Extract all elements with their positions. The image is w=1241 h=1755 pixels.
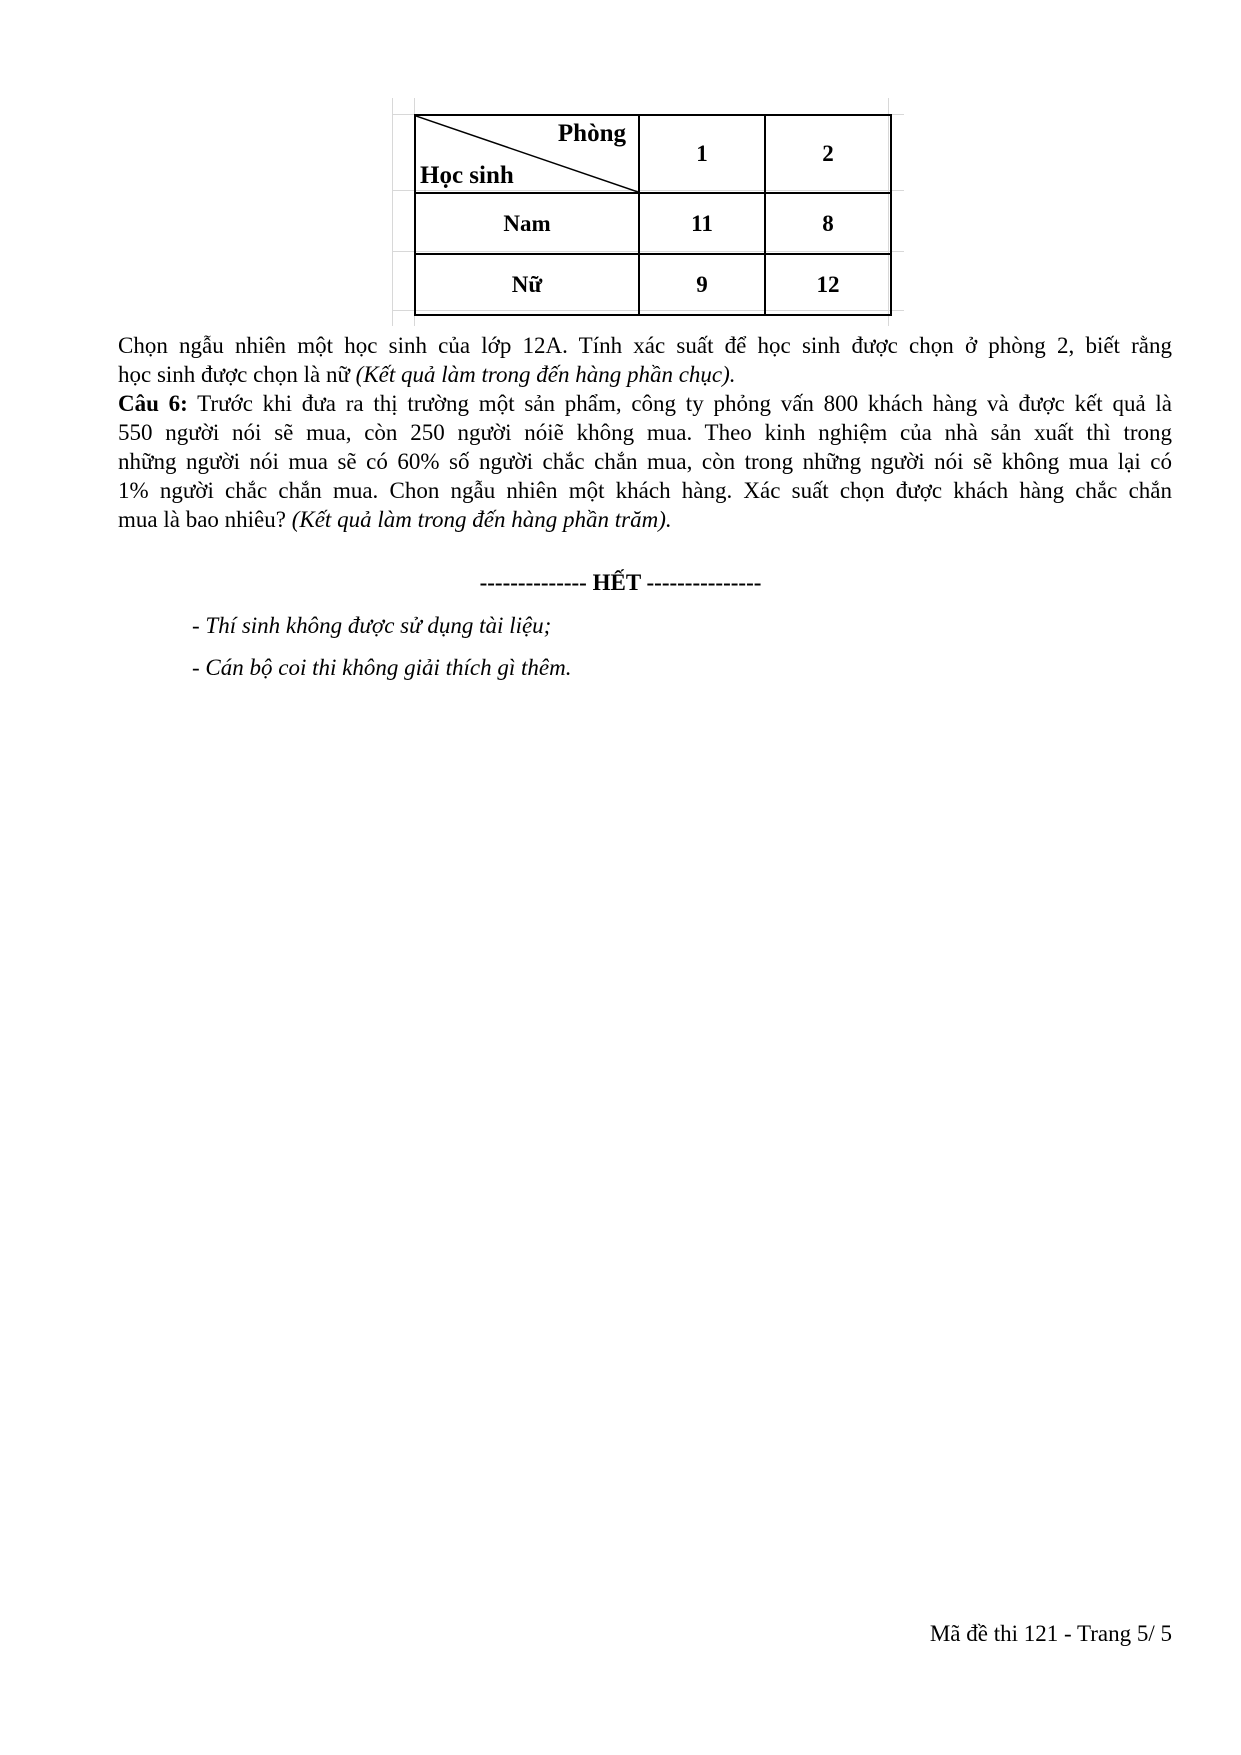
table-cell: 8 — [765, 193, 891, 254]
table-cell: 9 — [639, 254, 765, 315]
table-corner-cell — [415, 115, 639, 193]
table-row — [415, 193, 891, 254]
room-gender-table — [414, 114, 892, 316]
page-footer: Mã đề thi 121 - Trang 5/ 5 — [929, 1621, 1172, 1646]
row-label-nu: Nữ — [415, 254, 639, 315]
question-6-text — [118, 389, 1172, 534]
note-no-explanation: - Cán bộ coi thi không giải thích gì thêm. — [192, 655, 572, 680]
corner-bottom-label: Học sinh — [420, 162, 514, 189]
q6-line-3: những người nói mua sẽ có 60% số người chắc chắn mua, còn trong những người nói sẽ không mua lại có — [118, 449, 1172, 474]
q5-line-1: Chọn ngẫu nhiên một học sinh của lớp 12A. Tính xác suất để học sinh được chọn ở phòng 2, biết rằng — [118, 333, 1172, 358]
column-header-room-1: 1 — [639, 115, 765, 193]
q6-line-5 — [118, 505, 1172, 534]
q6-line-2: 550 người nói sẽ mua, còn 250 người nóiẽ không mua. Theo kinh nghiệm của nhà sản xuất thì trong — [118, 420, 1172, 445]
end-marker: -------------- HẾT --------------- — [479, 570, 762, 595]
column-header-room-2: 2 — [765, 115, 891, 193]
table-row — [415, 254, 891, 315]
q5-note: (Kết quả làm trong đến hàng phần chục). — [355, 362, 736, 387]
table-cell: 12 — [765, 254, 891, 315]
q6-line-4: 1% người chắc chắn mua. Chon ngẫu nhiên một khách hàng. Xác suất chọn được khách hàng chắc chắn — [118, 478, 1172, 503]
note-no-documents: - Thí sinh không được sử dụng tài liệu; — [192, 613, 552, 638]
question-5-text — [118, 331, 1172, 389]
contingency-table-image — [392, 98, 904, 326]
q6-line-5-text: mua là bao nhiêu? — [118, 507, 292, 532]
question-6-label: Câu 6: — [118, 391, 188, 416]
q6-note: (Kết quả làm trong đến hàng phần trăm). — [291, 507, 672, 532]
q5-line-2-text: học sinh được chọn là nữ — [118, 362, 356, 387]
q6-line-1 — [118, 389, 1172, 418]
table-cell: 11 — [639, 193, 765, 254]
corner-top-label: Phòng — [557, 120, 626, 147]
q6-line-1-text: Trước khi đưa ra thị trường một sản phẩm, công ty phỏng vấn 800 khách hàng và được kết quả là — [187, 391, 1173, 416]
q5-line-2 — [118, 360, 1172, 389]
row-label-nam: Nam — [415, 193, 639, 254]
